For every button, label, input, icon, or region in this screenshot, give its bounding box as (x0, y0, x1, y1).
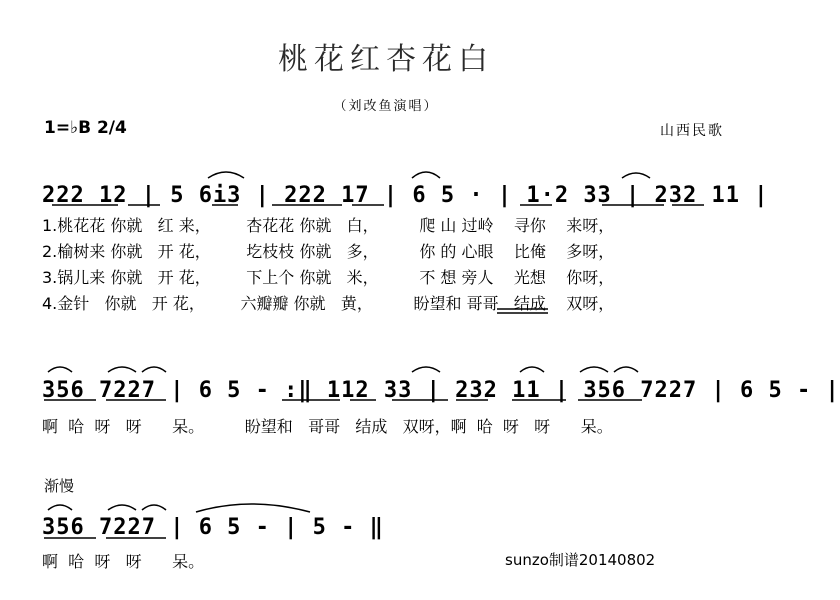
lyric-row-3: 啊 哈 呀 呀 呆。 (42, 552, 205, 571)
lyric-verse-3: 3.锅儿来 你就 开 花， 下上个 你就 米， 不 想 旁人 光想 你呀， (42, 268, 615, 287)
lyric-row-2: 啊 哈 呀 呀 呆。 盼望和 哥哥 结成 双呀，啊 哈 呀 呀 呆。 (42, 417, 613, 436)
score-line-1: 222 12 | 5 6i3 | 222 17 | 6 5 · | 1·2 33 | 232 11 | (42, 183, 769, 208)
slur (208, 172, 244, 178)
transcriber-credit: sunzo制谱20140802 (505, 551, 656, 569)
singer-credit: （刘改鱼演唱） (333, 99, 439, 114)
tempo-marking: 渐慢 (44, 477, 75, 495)
lyric-verse-4: 4.金针 你就 开 花， 六瓣瓣 你就 黄， 盼望和 哥哥 结成 双呀， (42, 294, 615, 313)
slur (622, 173, 650, 178)
song-origin: 山西民歌 (660, 123, 724, 139)
song-title: 桃花红杏花白 (278, 42, 494, 77)
lyric-verse-2: 2.榆树来 你就 开 花， 圪枝枝 你就 多， 你 的 心眼 比俺 多呀， (42, 242, 615, 261)
lyric-verse-1: 1.桃花花 你就 红 来， 杏花花 你就 白， 爬 山 过岭 寻你 来呀， (42, 216, 615, 235)
key-signature: 1=♭B 2/4 (44, 118, 127, 138)
score-line-3: 356 7227 | 6 5 - | 5 - ‖ (42, 515, 384, 540)
slur (412, 172, 440, 178)
score-line-2: 356 7227 | 6 5 - :‖ 112 33 | 232 11 | 356 7227 | 6 5 - | (42, 378, 840, 403)
